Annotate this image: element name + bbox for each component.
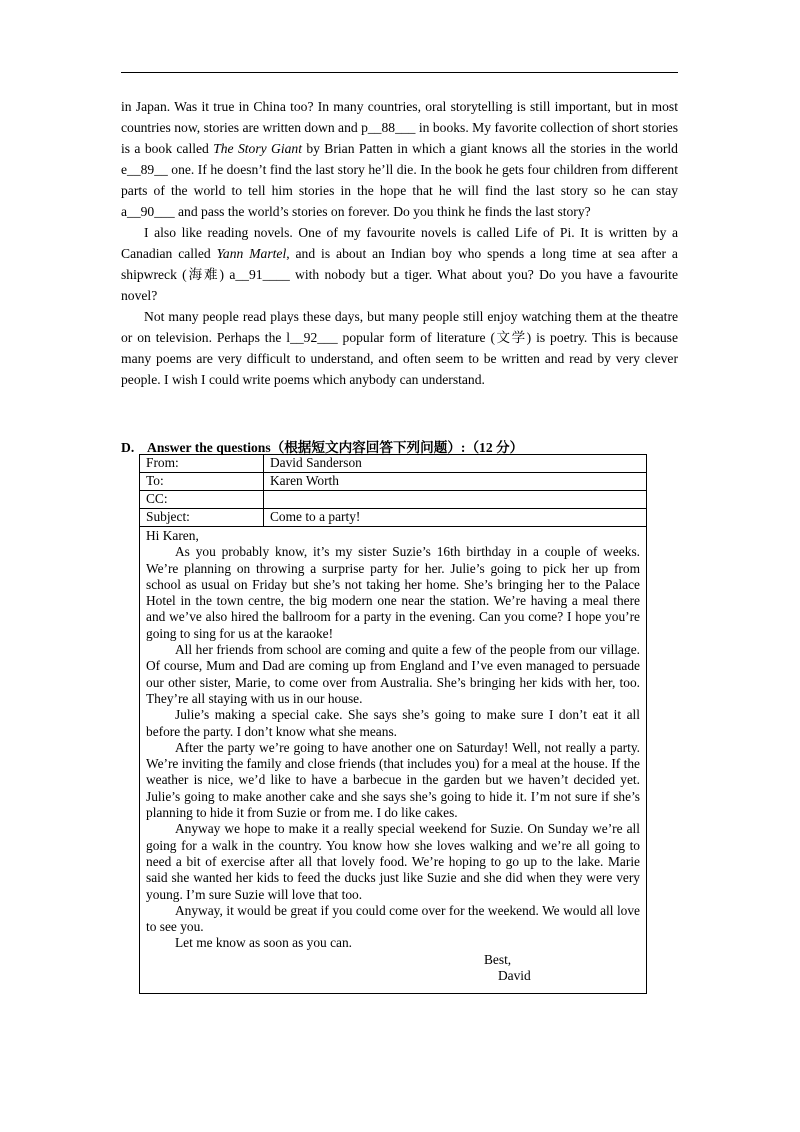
header-label: From:: [140, 455, 264, 472]
email-greeting: Hi Karen,: [146, 528, 199, 543]
passage-paragraph-1: in Japan. Was it true in China too? In many countries, oral storytelling is still important, but in most countries now, stories are written down and p__88___ in books. My favorite collection of short stories is a book called The Story Giant by Brian Patten in which a giant knows all the stories in the world e__89__ one. If he doesn’t find the last story he’ll die. In the book he gets four children from different parts of the world to tell him stories in the hope that he will find the last story so he can stay a__90___ and pass the world’s stories on forever. Do you think he finds the last story?: [121, 99, 678, 219]
header-label: To:: [140, 473, 264, 490]
header-label: Subject:: [140, 509, 264, 526]
email-header-to: [140, 473, 646, 491]
email-header-from: [140, 455, 646, 473]
section-d-heading: [121, 436, 523, 456]
header-value: Come to a party!: [270, 509, 361, 524]
email-paragraph: All her friends from school are coming and quite a few of the people from our village. Of course, Mum and Dad are coming up from England and I’ve even managed to persuade our other sister, Marie, to come over from Australia. She’s bringing her kids with her, too. They’re all staying with us in our house.: [146, 642, 640, 706]
italic-title: The Story Giant: [213, 141, 302, 156]
email-signoff: [484, 952, 640, 985]
header-label: CC:: [140, 491, 264, 508]
email-paragraph: Let me know as soon as you can.: [175, 935, 353, 951]
email-message: [139, 454, 647, 994]
section-title: Answer the questions（根据短文内容回答下列问题）:（12 分）: [147, 440, 524, 455]
italic-title: Yann Martel: [216, 246, 287, 261]
email-closing: Best,: [484, 951, 512, 967]
email-signature: David: [498, 968, 531, 984]
email-paragraph: After the party we’re going to have another one on Saturday! Well, not really a party. We’re inviting the family and close friends (that includes you) for a meal at the house. If the weather is nice, we’d like to have a barbecue in the garden but we haven’t decided yet. Julie’s going to make another cake and she says she’s going to hide it. I’m not sure if she’s planning to hide it from Suzie or from me. I do like cakes.: [146, 739, 640, 821]
reading-passage: [121, 96, 678, 390]
passage-paragraph-2: I also like reading novels. One of my favourite novels is called Life of Pi. It is written by a Canadian called Yann Martel, and is about an Indian boy who spends a long time at sea after a shipwreck (海难) a__91____ with nobody but a tiger. What about you? Do you have a favourite novel?: [121, 225, 678, 303]
email-header-subject: [140, 509, 646, 527]
section-letter: D.: [121, 440, 135, 455]
email-body: [140, 527, 646, 984]
header-value: David Sanderson: [270, 455, 362, 470]
header-value: [264, 491, 646, 508]
passage-paragraph-3: Not many people read plays these days, but many people still enjoy watching them at the theatre or on television. Perhaps the l__92___ popular form of literature (文学) is poetry. This is because many poems are very difficult to understand, and often seem to be written and read by very clever people. I wish I could write poems which anybody can understand.: [121, 309, 678, 387]
email-paragraph: As you probably know, it’s my sister Suzie’s 16th birthday in a couple of weeks. We’re planning on throwing a surprise party for her. Julie’s going to pick her up from school as usual on Friday but she’s not taking her home. She’s bringing her to the Palace Hotel in the town centre, the big modern one near the station. We’re having a meal there and we’ve also hired the ballroom for a party in the evening. Can you come? I hope you’re going to sing for us at the karaoke!: [146, 544, 640, 641]
email-header-cc: [140, 491, 646, 509]
header-value: Karen Worth: [270, 473, 339, 488]
email-paragraph: Anyway we hope to make it a really special weekend for Suzie. On Sunday we’re all going for a walk in the country. You know how she loves walking and we’re all going to need a bit of exercise after all that lovely food. We’re hoping to go up to the lake. Marie said she wanted her kids to feed the ducks just like Suzie and she did when they were very young. I’m sure Suzie will love that too.: [146, 821, 640, 902]
page-header-rule: [121, 72, 678, 73]
email-paragraph: Anyway, it would be great if you could come over for the weekend. We would all love to see you.: [146, 902, 640, 935]
email-paragraph: Julie’s making a special cake. She says she’s going to make sure I don’t eat it all before the party. I don’t know what she means.: [146, 707, 640, 739]
